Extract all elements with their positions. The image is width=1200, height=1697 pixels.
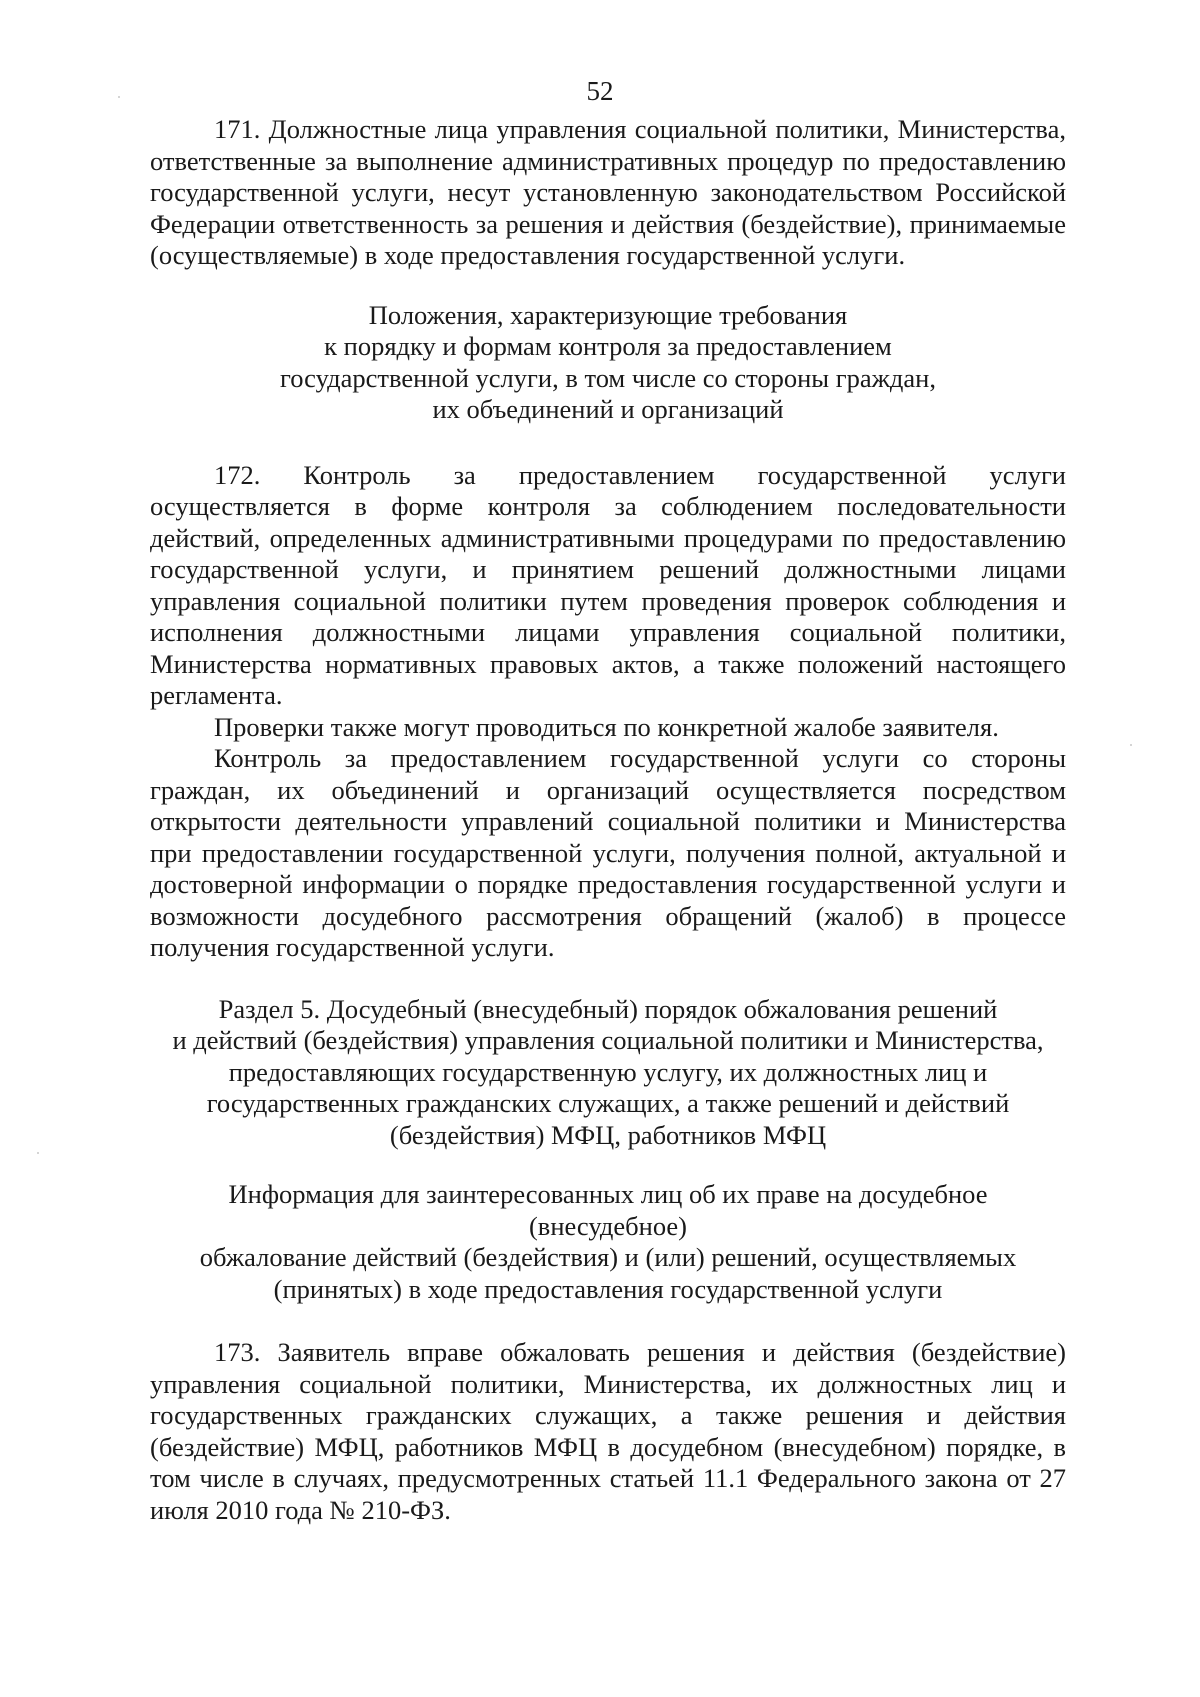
- paragraph-172-inspections: Проверки также могут проводиться по конкретной жалобе заявителя.: [214, 711, 999, 742]
- heading-line: (принятых) в ходе предоставления государственной услуги: [273, 1273, 943, 1304]
- page-number: 52: [586, 76, 614, 106]
- heading-line: Информация для заинтересованных лиц об их праве на досудебное (внесудебное): [228, 1179, 988, 1241]
- heading-line: к порядку и формам контроля за предоставлением: [324, 331, 892, 361]
- heading-appeal-rights: [150, 1179, 1066, 1305]
- heading-line: предоставляющих государственную услугу, их должностных лиц и: [228, 1056, 988, 1087]
- scan-speck: [37, 1152, 39, 1154]
- paragraph-171: 171. Должностные лица управления социальной политики, Министерства, ответственные за выполнение административных процедур по предоставлению государственной услуги, несут установленную законодательством Российской Федерации ответственность за решения и действия (бездействие), принимаемые (осуществляемые) в ходе предоставления государственной услуги.: [150, 114, 1066, 270]
- heading-line: их объединений и организаций: [432, 394, 784, 424]
- heading-line: Раздел 5. Досудебный (внесудебный) порядок обжалования решений: [218, 993, 998, 1024]
- heading-control-requirements: [150, 300, 1066, 426]
- paragraph-172: 172. Контроль за предоставлением государственной услуги осуществляется в форме контроля за соблюдением последовательности действий, определенных административными процедурами по предоставлению государственной услуги, и принятием решений должностными лицами управления социальной политики путем проведения проверок соблюдения и исполнения должностными лицами управления социальной политики, Министерства нормативных правовых актов, а также положений настоящего регламента.: [150, 459, 1066, 710]
- scan-speck: [1130, 744, 1132, 746]
- paragraph-173: 173. Заявитель вправе обжаловать решения и действия (бездействие) управления социальной политики, Министерства, их должностных лиц и государственных гражданских служащих, а также решения и действия (бездействие) МФЦ, работников МФЦ в досудебном (внесудебном) порядке, в том числе в случаях, предусмотренных статьей 11.1 Федерального закона от 27 июля 2010 года № 210-ФЗ.: [150, 1337, 1066, 1525]
- heading-line: государственной услуги, в том числе со стороны граждан,: [280, 362, 936, 393]
- heading-line: и действий (бездействия) управления социальной политики и Министерства,: [172, 1025, 1044, 1055]
- paragraph-172-public-control: Контроль за предоставлением государственной услуги со стороны граждан, их объединений и организаций осуществляется посредством открытости деятельности управлений социальной политики и Министерства при предоставлении государственной услуги, получения полной, актуальной и достоверной информации о порядке предоставления государственной услуги и возможности досудебного рассмотрения обращений (жалоб) в процессе получения государственной услуги.: [150, 743, 1066, 962]
- document-body: [150, 114, 1066, 1526]
- scan-speck: [118, 96, 120, 98]
- heading-line: обжалование действий (бездействия) и (или) решений, осуществляемых: [199, 1242, 1017, 1272]
- heading-line: государственных гражданских служащих, а также решений и действий: [206, 1088, 1010, 1118]
- heading-section-5: [150, 994, 1066, 1152]
- heading-line: (бездействия) МФЦ, работников МФЦ: [389, 1119, 827, 1150]
- heading-line: Положения, характеризующие требования: [368, 299, 848, 330]
